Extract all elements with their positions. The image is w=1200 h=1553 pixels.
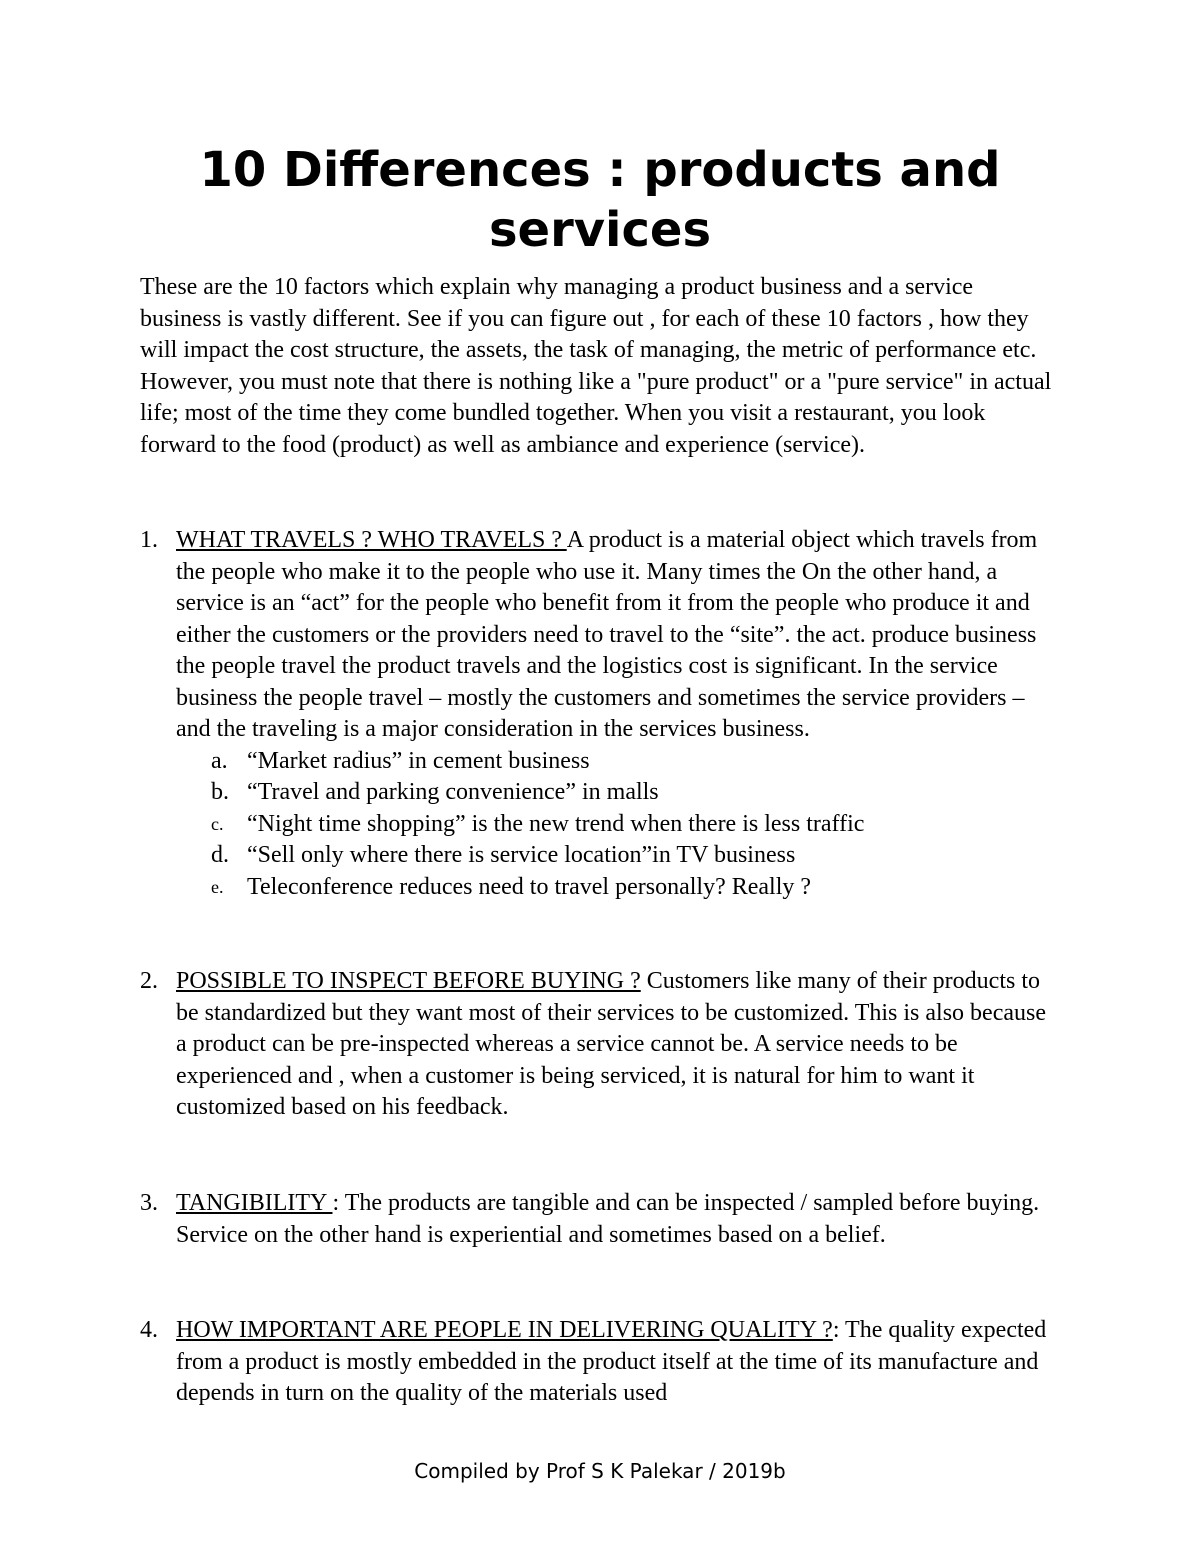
list-item-1 xyxy=(140,525,1060,903)
item-number: 1. xyxy=(140,527,158,553)
sub-item-letter: c. xyxy=(211,813,224,834)
sub-list-item xyxy=(140,777,1060,809)
sub-item-text: “Night time shopping” is the new trend when there is less traffic xyxy=(247,810,865,837)
item-heading: WHAT TRAVELS ? WHO TRAVELS ? xyxy=(176,527,567,553)
document-title: 10 Differences : products and services xyxy=(199,142,1001,258)
list-item-3 xyxy=(140,1188,1060,1251)
item-text: : The products are tangible and can be inspected / sampled before buying. Service on the other hand is experiential and sometimes based on a belief. xyxy=(176,1190,1040,1248)
sub-item-letter: e. xyxy=(211,876,224,897)
item-text: Customers like many of their products to be standardized but they want most of their services to be customized. This is also because a product can be pre-inspected whereas a service cannot be. A service needs to be experienced and , when a customer is being serviced, it is natural for him to want it customized based on his feedback. xyxy=(176,968,1046,1120)
item-text: A product is a material object which travels from the people who make it to the people who use it. Many times the On the other hand, a service is an “act” for the people who benefit from it from the people who produce it and either the customers or the providers need to travel to the “site”. the act. produce business the people travel the product travels and the logistics cost is significant. In the service business the people travel – mostly the customers and sometimes the service providers – and the traveling is a major consideration in the services business. xyxy=(176,527,1038,742)
item-content xyxy=(176,525,1060,903)
item-number: 3. xyxy=(140,1190,158,1216)
item-number: 2. xyxy=(140,968,158,994)
list-item-2 xyxy=(140,966,1060,1124)
sub-list-item xyxy=(140,809,1060,841)
page-footer: Compiled by Prof S K Palekar / 2019b xyxy=(414,1459,786,1483)
list-item-4 xyxy=(140,1315,1060,1410)
sub-list-item xyxy=(140,746,1060,778)
sub-item-text: “Market radius” in cement business xyxy=(247,747,590,774)
item-content xyxy=(176,1188,1060,1251)
item-heading: POSSIBLE TO INSPECT BEFORE BUYING ? xyxy=(176,968,641,994)
item-text: : The quality expected from a product is mostly embedded in the product itself at the time of its manufacture and depends in turn on the quality of the materials used xyxy=(176,1317,1047,1406)
sub-list-item xyxy=(140,840,1060,872)
sub-item-letter: d. xyxy=(211,842,229,868)
item-heading: HOW IMPORTANT ARE PEOPLE IN DELIVERING QUALITY ? xyxy=(176,1317,833,1343)
sub-item-letter: b. xyxy=(211,779,229,805)
item-heading: TANGIBILITY xyxy=(176,1190,333,1216)
sub-list xyxy=(140,746,1060,904)
sub-item-text: “Travel and parking convenience” in malls xyxy=(247,779,659,805)
item-content xyxy=(176,966,1060,1124)
item-number: 4. xyxy=(140,1317,158,1343)
intro-paragraph: These are the 10 factors which explain why managing a product business and a service business is vastly different. See if you can figure out , for each of these 10 factors , how they will impact the cost structure, the assets, the task of managing, the metric of performance etc. However, you must note that there is nothing like a "pure product" or a "pure service" in actual life; most of the time they come bundled together. When you visit a restaurant, you look forward to the food (product) as well as ambiance and experience (service). xyxy=(140,274,1052,458)
sub-item-text: Teleconference reduces need to travel personally? Really ? xyxy=(247,873,812,900)
item-content xyxy=(176,1315,1060,1410)
sub-list-item xyxy=(140,872,1060,904)
sub-item-text: “Sell only where there is service location”in TV business xyxy=(247,842,796,868)
sub-item-letter: a. xyxy=(211,747,228,774)
